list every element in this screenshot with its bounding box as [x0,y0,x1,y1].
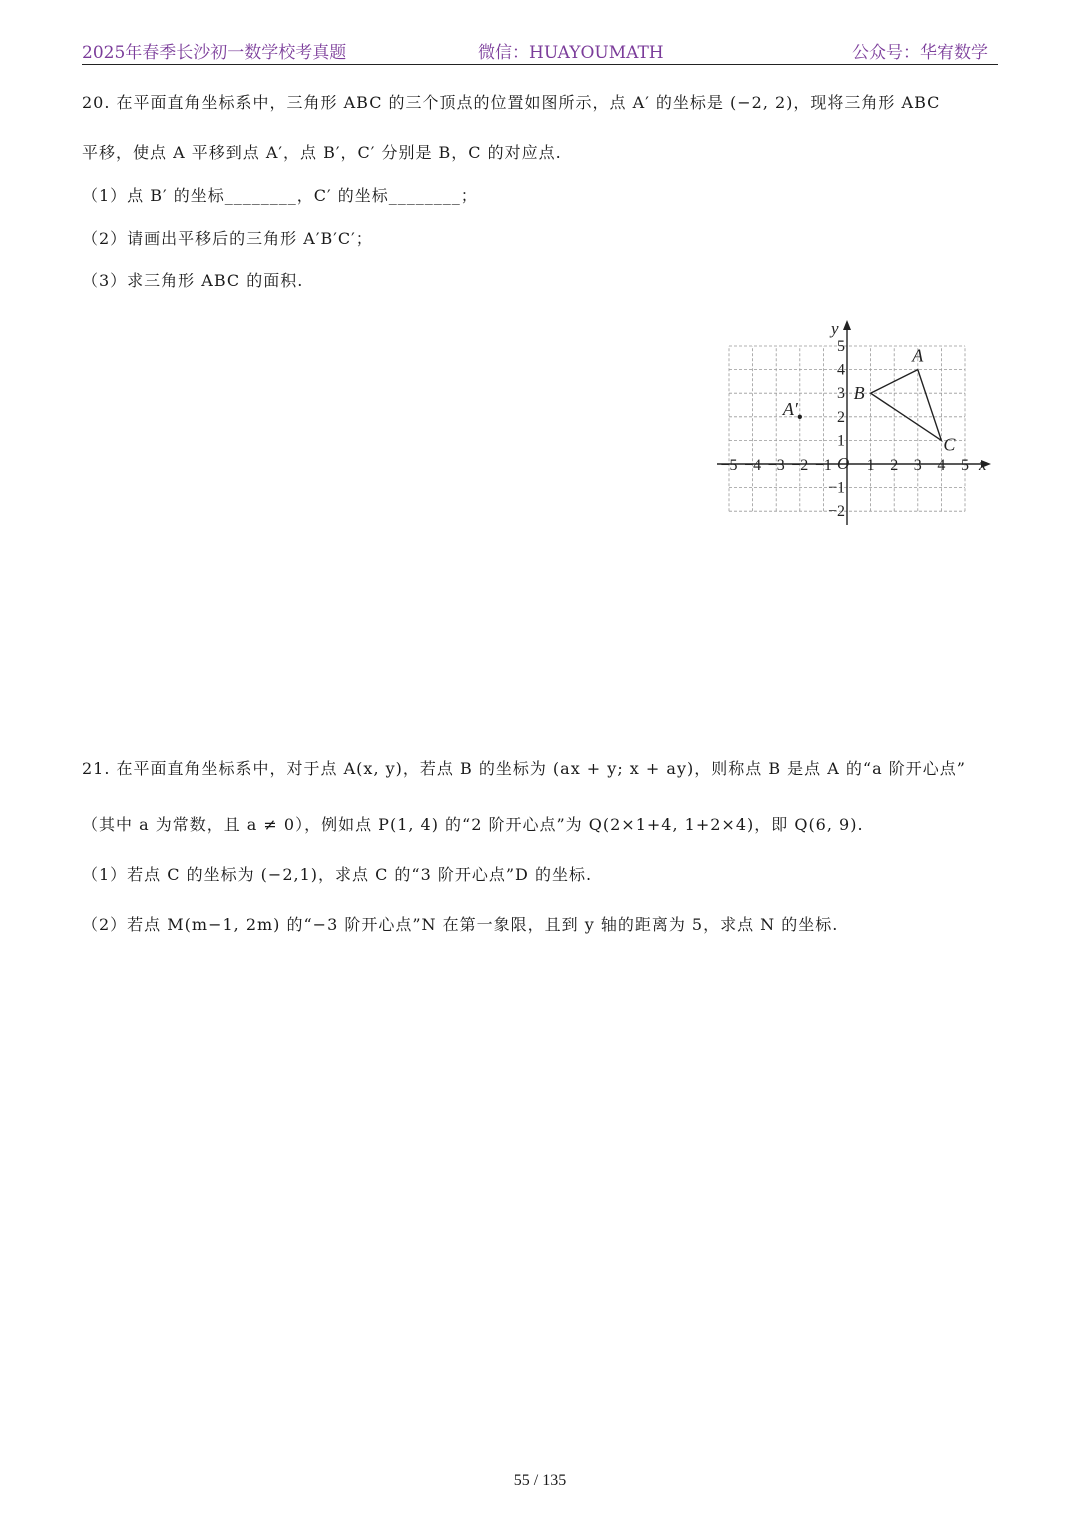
q21-part1: （1）若点 C 的坐标为 (−2,1)，求点 C 的“3 阶开心点”D 的坐标. [82,865,593,884]
x-tick-label: 1 [866,457,875,474]
tick-labels [720,338,969,520]
x-tick-label: −2 [791,457,809,474]
x-tick-label: 4 [937,457,946,474]
y-tick-label: 4 [837,361,845,379]
point-label-a-prime: A′ [782,398,798,419]
q20-part1: （1）点 B′ 的坐标________，C′ 的坐标________； [82,186,478,205]
coordinate-figure [715,300,1005,525]
y-tick-label: −2 [827,503,845,521]
triangle-marks [782,346,957,455]
triangle-abc [871,370,942,441]
q21-part2: （2）若点 M(m−1, 2m) 的“−3 阶开心点”N 在第一象限，且到 y 轴的距离为 5，求点 N 的坐标. [82,915,839,934]
point-label-c: C [943,434,956,455]
x-tick-label: −5 [720,457,738,474]
y-axis-arrow [843,320,851,330]
y-axis-label: y [831,319,839,338]
x-tick-label: 2 [890,457,899,474]
header-title: 2025年春季长沙初一数学校考真题 [82,43,347,63]
q20-part3: （3）求三角形 ABC 的面积. [82,271,304,290]
point-label-a: A [912,345,924,366]
header-account: 公众号：华宥数学 [852,43,988,63]
x-tick-label: −3 [767,457,785,474]
x-tick-label: −4 [744,457,762,474]
y-tick-label: −1 [827,479,845,497]
y-tick-label: 1 [837,432,845,450]
page-header [82,34,998,65]
x-tick-label: −1 [814,457,832,474]
origin-label: O [837,454,850,473]
point-a-prime-dot [798,415,802,419]
axes [717,319,991,525]
q20-part2: （2）请画出平移后的三角形 A′B′C′； [82,229,373,248]
x-tick-label: 3 [913,457,922,474]
y-tick-label: 2 [837,408,845,426]
q21-stem-line1: 21. 在平面直角坐标系中，对于点 A(x, y)，若点 B 的坐标为 (ax + y; x + ay)，则称点 B 是点 A 的“a 阶开心点” [82,759,966,778]
x-axis-label: x [979,455,987,474]
x-tick-label: 5 [961,457,969,474]
page-number: 55 / 135 [513,1472,567,1489]
y-tick-label: 3 [837,385,845,403]
point-label-b: B [853,383,865,404]
q21-stem-line2: （其中 a 为常数，且 a ≠ 0），例如点 P(1, 4) 的“2 阶开心点”为 Q(2×1+4, 1+2×4)，即 Q(6, 9). [82,815,864,834]
q20-stem-line2: 平移，使点 A 平移到点 A′，点 B′，C′ 分别是 B，C 的对应点. [82,143,562,162]
y-tick-label: 5 [837,338,845,355]
header-wechat: 微信：HUAYOUMATH [478,43,664,63]
q20-stem-line1: 20. 在平面直角坐标系中，三角形 ABC 的三个顶点的位置如图所示，点 A′ 的坐标是 (−2, 2)，现将三角形 ABC [82,93,941,112]
